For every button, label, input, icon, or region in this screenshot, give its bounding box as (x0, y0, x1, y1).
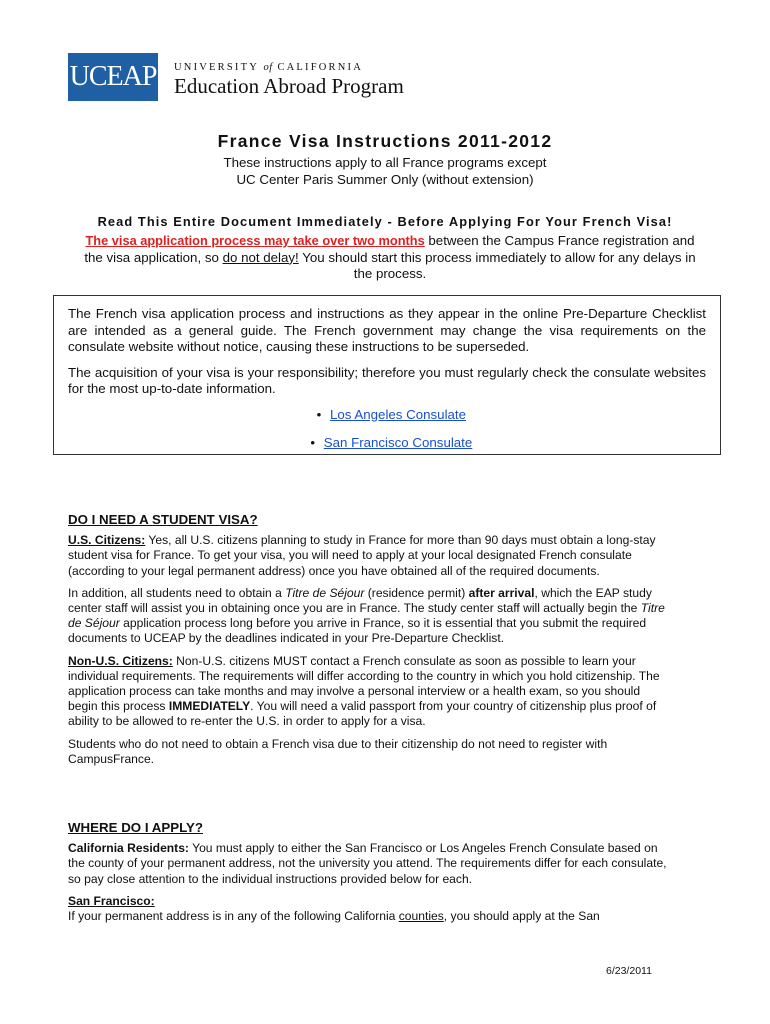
warning-red-text: The visa application process may take over two months (85, 233, 425, 248)
warning-paragraph: The visa application process may take over two months between the Campus France registration and the visa application, so do not delay! You should start this process immediately to allow for any delays in the process. (84, 233, 696, 281)
disclaimer-paragraph-1: The French visa application process and instructions as they appear in the online Pre-Departure Checklist are intended as a general guide. The French government may change the visa requirements on the consulate website without notice, causing these instructions to be superseded. (68, 306, 706, 354)
university-line: UNIVERSITY of CALIFORNIA (174, 62, 364, 73)
bullet-icon: • (310, 434, 316, 450)
bullet-icon: • (316, 406, 322, 422)
link-row-sf (68, 435, 706, 461)
section-heading: DO I NEED A STUDENT VISA? (68, 512, 258, 527)
us-citizens-paragraph: U.S. Citizens: Yes, all U.S. citizens planning to study in France for more than 90 days must obtain a long-stay student visa for France. To get your visa, you will need to apply at your local designated French consulate (according to your legal permanent address) once you have obtained all of the required documents. (68, 533, 656, 578)
san-francisco-consulate-link[interactable]: San Francisco Consulate (323, 434, 473, 450)
footer-date: 6/23/2011 (606, 965, 652, 977)
non-us-citizens-paragraph: Non-U.S. Citizens: Non-U.S. citizens MUST contact a French consulate as soon as possible to learn your individual requirements. The requirements will differ according to the country in which you hold citizenship. The application process can take months and may involve a personal interview or a health exam, so you should begin this process IMMEDIATELY. You will need a valid passport from your country of citizenship plus proof of ability to be allowed to re-enter the U.S. in order to apply for a visa. (68, 653, 660, 729)
section-student-visa (68, 512, 668, 774)
california-residents-paragraph: California Residents: You must apply to either the San Francisco or Los Angeles French Consulate based on the county of your permanent address, not the university you attend. The requirements differ for each consulate, so pay close attention to the individual instructions provided below for each. (68, 841, 667, 886)
disclaimer-box (53, 295, 721, 455)
san-francisco-paragraph: San Francisco: If your permanent address is in any of the following California counties, you should apply at the San (68, 893, 600, 924)
disclaimer-paragraph-2: The acquisition of your visa is your responsibility; therefore you must regularly check the consulate websites for the most up-to-date information. (68, 364, 706, 396)
los-angeles-consulate-link[interactable]: Los Angeles Consulate (329, 406, 467, 422)
residence-permit-paragraph: In addition, all students need to obtain a Titre de Séjour (residence permit) after arrival, which the EAP study center staff will assist you in obtaining once you are in France. The study center staff will actually begin the Titre de Séjour application process long before you arrive in France, so it is essential that you submit the required documents to UCEAP by the deadlines indicated in your Pre-Departure Checklist. (68, 585, 665, 646)
section-where-apply (68, 820, 668, 931)
read-notice: Read This Entire Document Immediately - Before Applying For Your French Visa! (97, 214, 673, 229)
link-row-la (68, 407, 706, 433)
logo-text: UCEAP (69, 61, 157, 92)
subtitle: These instructions apply to all France programs except UC Center Paris Summer Only (without extension) (223, 155, 547, 187)
section-heading: WHERE DO I APPLY? (68, 820, 203, 835)
program-name: Education Abroad Program (174, 74, 404, 98)
campusfrance-paragraph: Students who do not need to obtain a French visa due to their citizenship do not need to register with CampusFrance. (68, 736, 608, 766)
uceap-logo (68, 53, 158, 101)
page-title: France Visa Instructions 2011-2012 (217, 131, 553, 151)
